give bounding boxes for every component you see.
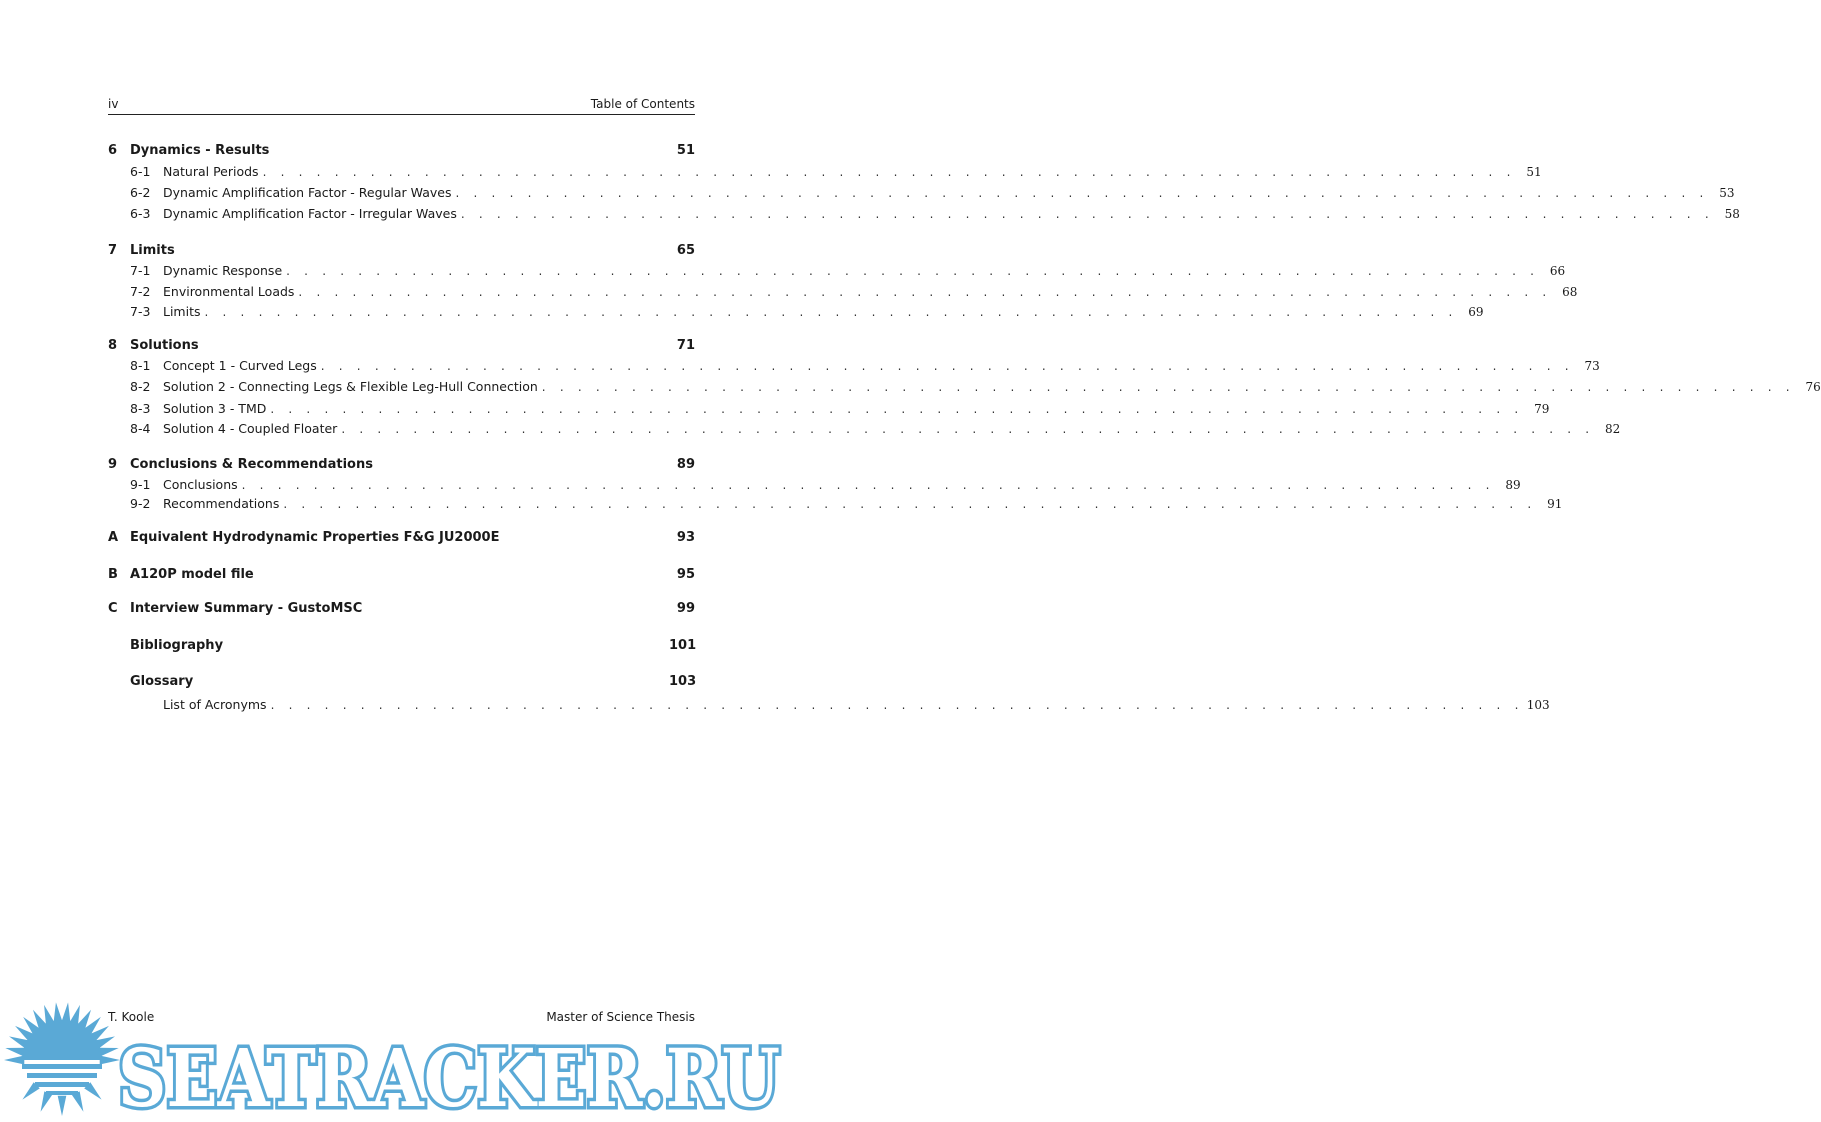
toc-chapter-number: 9 — [108, 457, 118, 472]
toc-chapter-6[interactable] — [108, 142, 695, 160]
toc-chapter-number: A — [108, 530, 119, 545]
toc-section-title: Limits — [163, 304, 201, 319]
toc-chapter-number: B — [108, 567, 118, 582]
toc-section-title: Conclusions — [163, 477, 238, 492]
toc-section-7-2[interactable] — [108, 283, 1578, 301]
dot-leader: . . . . . . . . . . . . . . . . . . . . . . . . . . . . . . . . . . . . . . . . . . . . . . . . . . . . . . . . . . . . . . . . . . . . . . — [262, 165, 1516, 179]
sun-ray — [54, 1002, 63, 1023]
toc-chapter-title: A120P model file — [130, 567, 254, 582]
footer-document-type: Master of Science Thesis — [546, 1010, 695, 1024]
toc-section-number: 7-1 — [130, 263, 151, 278]
toc-section-6-2[interactable] — [108, 184, 1735, 202]
toc-section-title: Dynamic Amplification Factor - Regular Waves — [163, 185, 452, 200]
toc-section-7-1[interactable] — [108, 262, 1566, 280]
toc-glossary[interactable] — [108, 673, 695, 691]
toc-section-page: 79 — [1534, 402, 1550, 416]
toc-chapter-9[interactable] — [108, 456, 695, 474]
toc-chapter-page: 93 — [676, 530, 695, 545]
watermark — [0, 1002, 793, 1122]
toc-section-page: 51 — [1526, 165, 1542, 179]
toc-section-title: Solution 4 - Coupled Floater — [163, 421, 338, 436]
running-header-page-number: iv — [108, 97, 119, 111]
dot-leader: . . . . . . . . . . . . . . . . . . . . . . . . . . . . . . . . . . . . . . . . . . . . . . . . . . . . . . . . . . . . . . . . . . . . . . — [283, 497, 1537, 511]
toc-section-page: 53 — [1719, 186, 1735, 200]
sun-icon — [4, 1002, 120, 1116]
toc-section-8-4[interactable] — [108, 420, 1621, 438]
toc-section-title: Solution 3 - TMD — [163, 401, 267, 416]
toc-section-page: 66 — [1549, 264, 1566, 278]
toc-section-number: 7-3 — [130, 304, 151, 319]
toc-section-title: Environmental Loads — [163, 284, 295, 299]
toc-section-number: 8-4 — [130, 421, 151, 436]
toc-section-number: 7-2 — [130, 284, 151, 299]
toc-chapter-7[interactable] — [108, 242, 695, 260]
dot-leader: . . . . . . . . . . . . . . . . . . . . . . . . . . . . . . . . . . . . . . . . . . . . . . . . . . . . . . . . . . . . . . . . . . . . . . — [320, 359, 1574, 373]
dot-leader: . . . . . . . . . . . . . . . . . . . . . . . . . . . . . . . . . . . . . . . . . . . . . . . . . . . . . . . . . . . . . . . . . . . . . . — [341, 422, 1595, 436]
sun-ray — [61, 1002, 70, 1023]
dot-leader: . . . . . . . . . . . . . . . . . . . . . . . . . . . . . . . . . . . . . . . . . . . . . . . . . . . . . . . . . . . . . . . . . . . . . . — [541, 380, 1795, 394]
toc-appendix-c[interactable] — [108, 600, 695, 618]
toc-section-page: 89 — [1505, 478, 1521, 492]
toc-chapter-page: 89 — [676, 457, 695, 472]
toc-chapter-page: 71 — [676, 338, 695, 353]
toc-chapter-page: 99 — [676, 601, 695, 616]
toc-chapter-number: C — [108, 601, 118, 616]
toc-section-number: 8-2 — [130, 379, 151, 394]
toc-section-title: Solution 2 - Connecting Legs & Flexible Leg-Hull Connection — [163, 379, 538, 394]
toc-section-page: 58 — [1724, 207, 1740, 221]
toc-section-page: 68 — [1562, 285, 1578, 299]
toc-bibliography[interactable] — [108, 637, 695, 655]
dot-leader: . . . . . . . . . . . . . . . . . . . . . . . . . . . . . . . . . . . . . . . . . . . . . . . . . . . . . . . . . . . . . . . . . . . . . . — [270, 698, 1524, 712]
toc-chapter-title: Equivalent Hydrodynamic Properties F&G JU2000E — [130, 530, 500, 545]
toc-section-8-1[interactable] — [108, 357, 1600, 375]
dot-leader: . . . . . . . . . . . . . . . . . . . . . . . . . . . . . . . . . . . . . . . . . . . . . . . . . . . . . . . . . . . . . . . . . . . . . . — [204, 305, 1458, 319]
toc-section-title: Natural Periods — [163, 164, 259, 179]
sun-ray — [58, 1096, 67, 1116]
sun-ray — [4, 1055, 24, 1064]
toc-chapter-title: Bibliography — [130, 638, 224, 653]
toc-section-page: 73 — [1584, 359, 1600, 373]
toc-section-page: 69 — [1468, 305, 1484, 319]
toc-section-number: 6-1 — [130, 164, 151, 179]
toc-section-number: 8-1 — [130, 358, 151, 373]
toc-section-number: 6-2 — [130, 185, 151, 200]
footer-author: T. Koole — [108, 1010, 155, 1024]
sun-ray — [100, 1055, 120, 1064]
toc-chapter-title: Conclusions & Recommendations — [130, 457, 373, 472]
toc-chapter-title: Limits — [130, 243, 175, 258]
running-header-title: Table of Contents — [590, 97, 695, 111]
toc-section-number: 8-3 — [130, 401, 151, 416]
toc-section-list-of-acronyms[interactable] — [108, 696, 1550, 714]
toc-section-8-3[interactable] — [108, 400, 1550, 418]
toc-chapter-title: Solutions — [130, 338, 199, 353]
toc-section-number: 6-3 — [130, 206, 151, 221]
watermark-text: SEATRACKER.RU — [118, 1031, 780, 1122]
dot-leader: . . . . . . . . . . . . . . . . . . . . . . . . . . . . . . . . . . . . . . . . . . . . . . . . . . . . . . . . . . . . . . . . . . . . . . — [286, 264, 1540, 278]
toc-chapter-page: 65 — [676, 243, 695, 258]
toc-section-title: Dynamic Response — [163, 263, 283, 278]
header-rule — [108, 114, 695, 115]
dot-leader: . . . . . . . . . . . . . . . . . . . . . . . . . . . . . . . . . . . . . . . . . . . . . . . . . . . . . . . . . . . . . . . . . . . . . . — [241, 478, 1495, 492]
toc-section-page: 91 — [1547, 497, 1563, 511]
toc-section-page: 103 — [1526, 698, 1550, 712]
toc-section-9-1[interactable] — [108, 476, 1521, 494]
toc-section-number: 9-2 — [130, 496, 151, 511]
toc-section-7-3[interactable] — [108, 303, 1484, 321]
toc-chapter-number: 8 — [108, 338, 118, 353]
toc-section-page: 76 — [1805, 380, 1821, 394]
toc-section-title: Concept 1 - Curved Legs — [163, 358, 317, 373]
toc-chapter-title: Interview Summary - GustoMSC — [130, 601, 363, 616]
toc-chapter-page: 51 — [676, 143, 695, 158]
toc-section-title: Dynamic Amplification Factor - Irregular Waves — [163, 206, 457, 221]
toc-chapter-number: 7 — [108, 243, 118, 258]
toc-section-number: 9-1 — [130, 477, 151, 492]
toc-chapter-page: 101 — [669, 638, 697, 653]
toc-section-6-3[interactable] — [108, 205, 1740, 223]
toc-appendix-a[interactable] — [108, 529, 695, 547]
toc-section-9-2[interactable] — [108, 495, 1563, 513]
toc-section-page: 82 — [1605, 422, 1621, 436]
toc-chapter-8[interactable] — [108, 337, 695, 355]
dot-leader: . . . . . . . . . . . . . . . . . . . . . . . . . . . . . . . . . . . . . . . . . . . . . . . . . . . . . . . . . . . . . . . . . . . . . . — [270, 402, 1524, 416]
dot-leader: . . . . . . . . . . . . . . . . . . . . . . . . . . . . . . . . . . . . . . . . . . . . . . . . . . . . . . . . . . . . . . . . . . . . . . — [455, 186, 1709, 200]
dot-leader: . . . . . . . . . . . . . . . . . . . . . . . . . . . . . . . . . . . . . . . . . . . . . . . . . . . . . . . . . . . . . . . . . . . . . . — [460, 207, 1714, 221]
toc-section-6-1[interactable] — [108, 163, 1542, 181]
toc-chapter-number: 6 — [108, 143, 118, 158]
dot-leader: . . . . . . . . . . . . . . . . . . . . . . . . . . . . . . . . . . . . . . . . . . . . . . . . . . . . . . . . . . . . . . . . . . . . . . — [298, 285, 1552, 299]
toc-chapter-title: Dynamics - Results — [130, 143, 270, 158]
toc-appendix-b[interactable] — [108, 566, 695, 584]
toc-section-8-2[interactable] — [108, 378, 1821, 396]
toc-section-title: List of Acronyms — [163, 697, 267, 712]
toc-chapter-title: Glossary — [130, 674, 194, 689]
toc-section-title: Recommendations — [163, 496, 280, 511]
toc-chapter-page: 95 — [676, 567, 695, 582]
toc-chapter-page: 103 — [669, 674, 697, 689]
